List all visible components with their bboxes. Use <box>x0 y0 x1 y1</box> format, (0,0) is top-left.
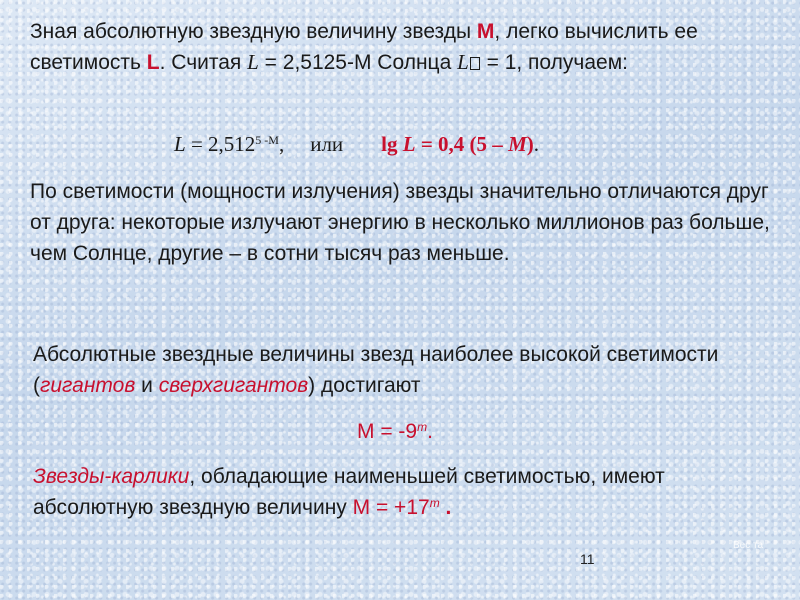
formula1-l: L <box>174 132 186 156</box>
giants-term: гигантов <box>40 374 136 397</box>
giants-and: и <box>135 374 159 397</box>
magnitude-symbol-m: M <box>476 20 495 43</box>
formula1-lg-rest: = 0,4 (5 – <box>415 132 509 156</box>
page-number: 11 <box>580 551 595 567</box>
dwarfs-value-sup: m <box>429 496 440 510</box>
sun-symbol-icon <box>470 57 480 70</box>
giants-magnitude-formula <box>357 416 433 447</box>
formula1-lg-close: ) <box>526 132 534 156</box>
luminosity-symbol-l: L <box>146 51 160 74</box>
formula1-period: . <box>533 132 539 156</box>
dwarfs-term: Звезды-карлики <box>33 465 190 488</box>
formula1-lg-l: L <box>402 132 416 156</box>
dwarfs-paragraph <box>33 461 773 523</box>
formula1-comma: , <box>278 132 285 156</box>
formula1-or: или <box>310 132 344 156</box>
formula2-sup: m <box>417 420 428 434</box>
giants-paragraph <box>33 339 753 401</box>
formula1-exponent: 5 -M <box>255 133 279 147</box>
formula2-period: . <box>427 420 433 443</box>
luminosity-paragraph: По светимости (мощности излучения) звезды значительно отличаются друг от друга: некоторые излучают энергию в несколько миллионов раз больше, чем Солнце, другие – в сотни тысяч раз меньше. <box>30 180 770 265</box>
intro-text-2: , легко вычислить ее светимость <box>30 20 698 74</box>
dwarfs-value: M = +17 <box>352 496 430 519</box>
giants-text-2: ) достигают <box>308 374 421 397</box>
sun-luminosity-symbol: L <box>457 50 469 74</box>
supergiants-term: сверхгигантов <box>158 374 309 397</box>
watermark-text: Вес та <box>733 540 764 551</box>
formula1-lg: lg <box>381 132 403 156</box>
intro-text-1: Зная абсолютную звездную величину звезды <box>30 20 477 43</box>
intro-paragraph <box>30 16 780 78</box>
intro-text-3: . Считая <box>159 51 248 74</box>
dwarfs-period: . <box>439 496 452 519</box>
formula1-lg-m: M <box>508 132 527 156</box>
dwarfs-text: , обладающие наименьшей светимостью, имеют абсолютную звездную величину <box>33 465 665 519</box>
luminosity-formula <box>174 129 539 160</box>
luminosity-symbol-l-italic: L <box>247 50 259 74</box>
formula1-eq: = 2,512 <box>185 132 256 156</box>
intro-text-5: = 1, получаем: <box>480 51 628 74</box>
formula2-text: M = -9 <box>357 420 418 443</box>
giants-text-1: Абсолютные звездные величины звезд наиболее высокой светимости ( <box>33 343 719 397</box>
intro-text-4: = 2,5125-М Солнца <box>258 51 458 74</box>
